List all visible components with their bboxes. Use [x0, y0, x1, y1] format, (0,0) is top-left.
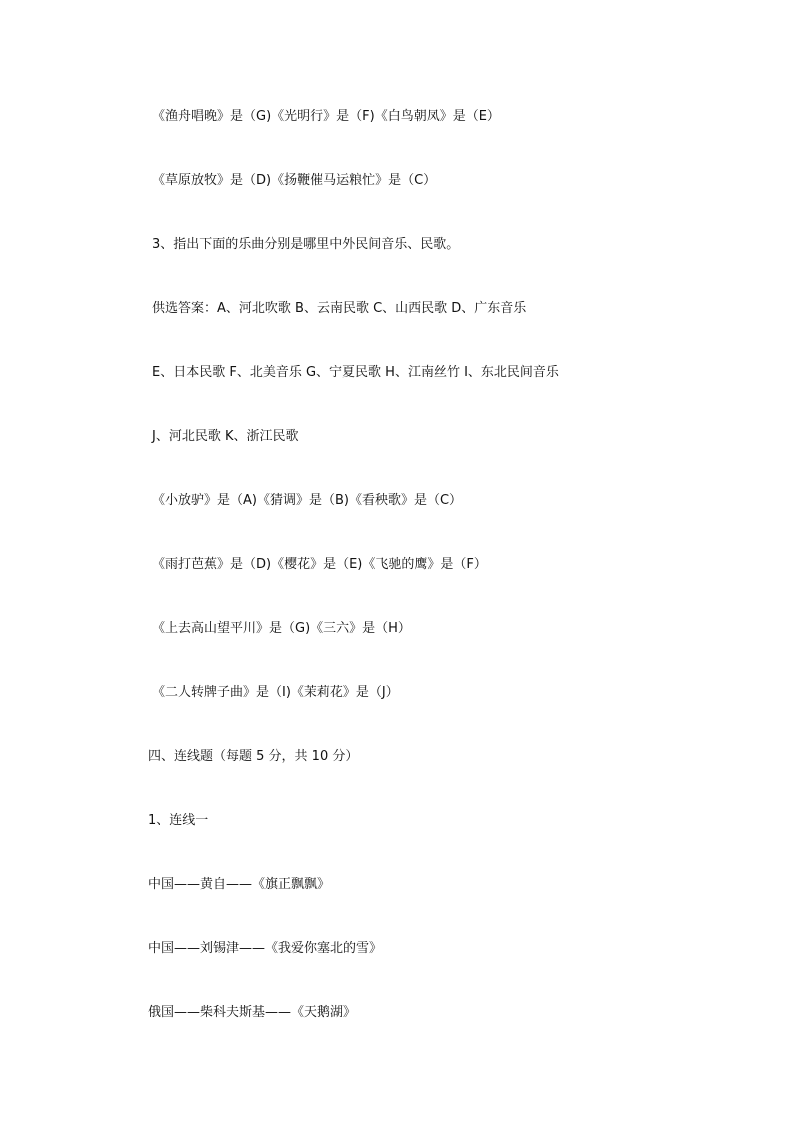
- matching-line-3: 俄国——柴科夫斯基——《天鹅湖》: [148, 1005, 357, 1020]
- matching-line-2: 中国——刘锡津——《我爱你塞北的雪》: [148, 941, 383, 956]
- answer-line-6: 《二人转牌子曲》是（I)《茉莉花》是（J）: [152, 685, 399, 700]
- answer-line-3: 《小放驴》是（A)《猜调》是（B)《看秧歌》是（C）: [152, 493, 463, 508]
- question-3-prompt: 3、指出下面的乐曲分别是哪里中外民间音乐、民歌。: [152, 237, 460, 252]
- answer-line-4: 《雨打芭蕉》是（D)《樱花》是（E)《飞驰的鹰》是（F）: [152, 557, 487, 572]
- answer-options-line-3: J、河北民歌 K、浙江民歌: [152, 429, 299, 444]
- section-heading: 四、连线题（每题 5 分，共 10 分）: [148, 749, 359, 764]
- answer-line-1: 《渔舟唱晚》是（G)《光明行》是（F)《白鸟朝凤》是（E）: [152, 109, 500, 124]
- answer-line-2: 《草原放牧》是（D)《扬鞭催马运粮忙》是（C）: [152, 173, 437, 188]
- subsection-heading: 1、连线一: [148, 813, 209, 828]
- matching-line-1: 中国——黄自——《旗正飘飘》: [148, 877, 331, 892]
- answer-options-line-2: E、日本民歌 F、北美音乐 G、宁夏民歌 H、江南丝竹 I、东北民间音乐: [152, 365, 559, 380]
- answer-line-5: 《上去高山望平川》是（G)《三六》是（H）: [152, 621, 411, 636]
- answer-options-line-1: 供选答案：A、河北吹歌 B、云南民歌 C、山西民歌 D、广东音乐: [152, 301, 527, 316]
